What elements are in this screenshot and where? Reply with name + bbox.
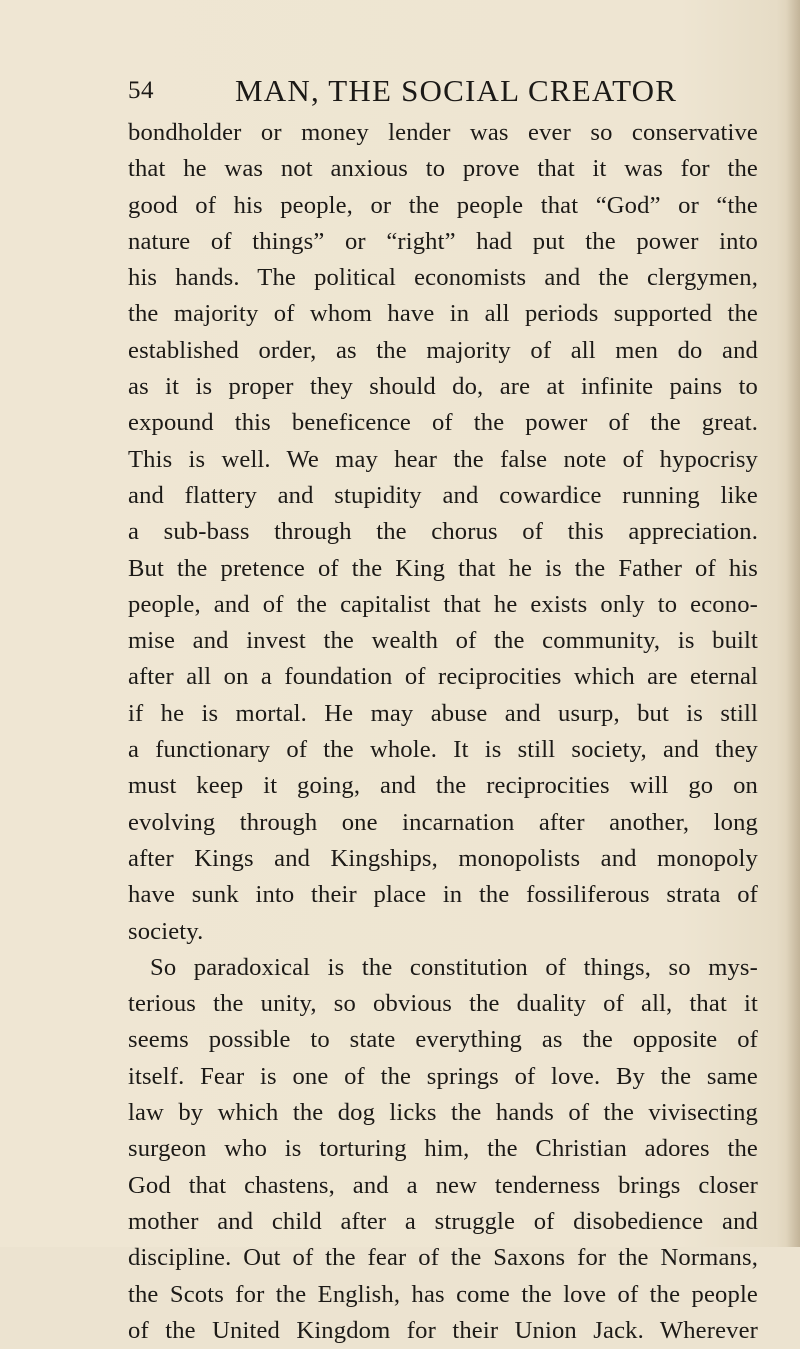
running-head: MAN, THE SOCIAL CREATOR [235, 73, 678, 108]
text-line: But the pretence of the King that he is the Father of his [128, 554, 758, 582]
text-line: bondholder or money lender was ever so conservative [128, 119, 758, 146]
text-line: people, and of the capitalist that he exists only to econo- [128, 590, 758, 618]
page-header [0, 73, 800, 115]
text-line: seems possible to state everything as the opposite of [128, 1026, 758, 1054]
text-line: a functionary of the whole. It is still society, and they [128, 736, 758, 764]
text-line: after Kings and Kingships, monopolists and monopoly [128, 844, 758, 872]
text-line: and flattery and stupidity and cowardice running like [128, 481, 758, 509]
text-line: surgeon who is torturing him, the Christian adores the [128, 1135, 758, 1163]
text-line: God that chastens, and a new tenderness brings closer [128, 1171, 758, 1199]
text-line: the majority of whom have in all periods supported the [128, 300, 758, 328]
text-line: itself. Fear is one of the springs of love. By the same [128, 1062, 758, 1090]
text-line: if he is mortal. He may abuse and usurp, but is still [128, 699, 758, 727]
body-text [128, 115, 758, 1349]
text-line: after all on a foundation of reciprocities which are eternal [128, 663, 758, 691]
text-line: mother and child after a struggle of disobedience and [128, 1207, 758, 1235]
text-line: a sub-bass through the chorus of this appreciation. [128, 518, 758, 546]
text-line: mise and invest the wealth of the community, is built [128, 627, 758, 655]
text-line: have sunk into their place in the fossiliferous strata of [128, 881, 758, 909]
text-line: law by which the dog licks the hands of the vivisecting [128, 1099, 758, 1127]
text-line: that he was not anxious to prove that it was for the [128, 155, 758, 183]
paragraph-start-line: So paradoxical is the constitution of things, so mys- [150, 953, 758, 981]
page-number: 54 [128, 77, 154, 104]
text-line: good of his people, or the people that “God” or “the [128, 191, 758, 219]
text-line: terious the unity, so obvious the duality of all, that it [128, 990, 758, 1018]
text-line: nature of things” or “right” had put the power into [128, 227, 758, 255]
text-line: the Scots for the English, has come the love of the people [128, 1280, 758, 1308]
text-line: established order, as the majority of all men do and [128, 336, 758, 364]
text-line: as it is proper they should do, are at infinite pains to [128, 373, 758, 401]
text-line: This is well. We may hear the false note of hypocrisy [128, 445, 758, 473]
paragraph-end-line: society. [128, 917, 204, 945]
text-line: expound this beneficence of the power of the great. [128, 409, 758, 437]
text-line: discipline. Out of the fear of the Saxons for the Normans, [128, 1244, 758, 1272]
text-line: must keep it going, and the reciprocities will go on [128, 772, 758, 800]
text-line: evolving through one incarnation after another, long [128, 808, 758, 836]
text-line: his hands. The political economists and the clergymen, [128, 264, 758, 292]
page-edge-shadow [786, 0, 800, 1247]
text-line: of the United Kingdom for their Union Jack. Wherever [128, 1316, 758, 1344]
